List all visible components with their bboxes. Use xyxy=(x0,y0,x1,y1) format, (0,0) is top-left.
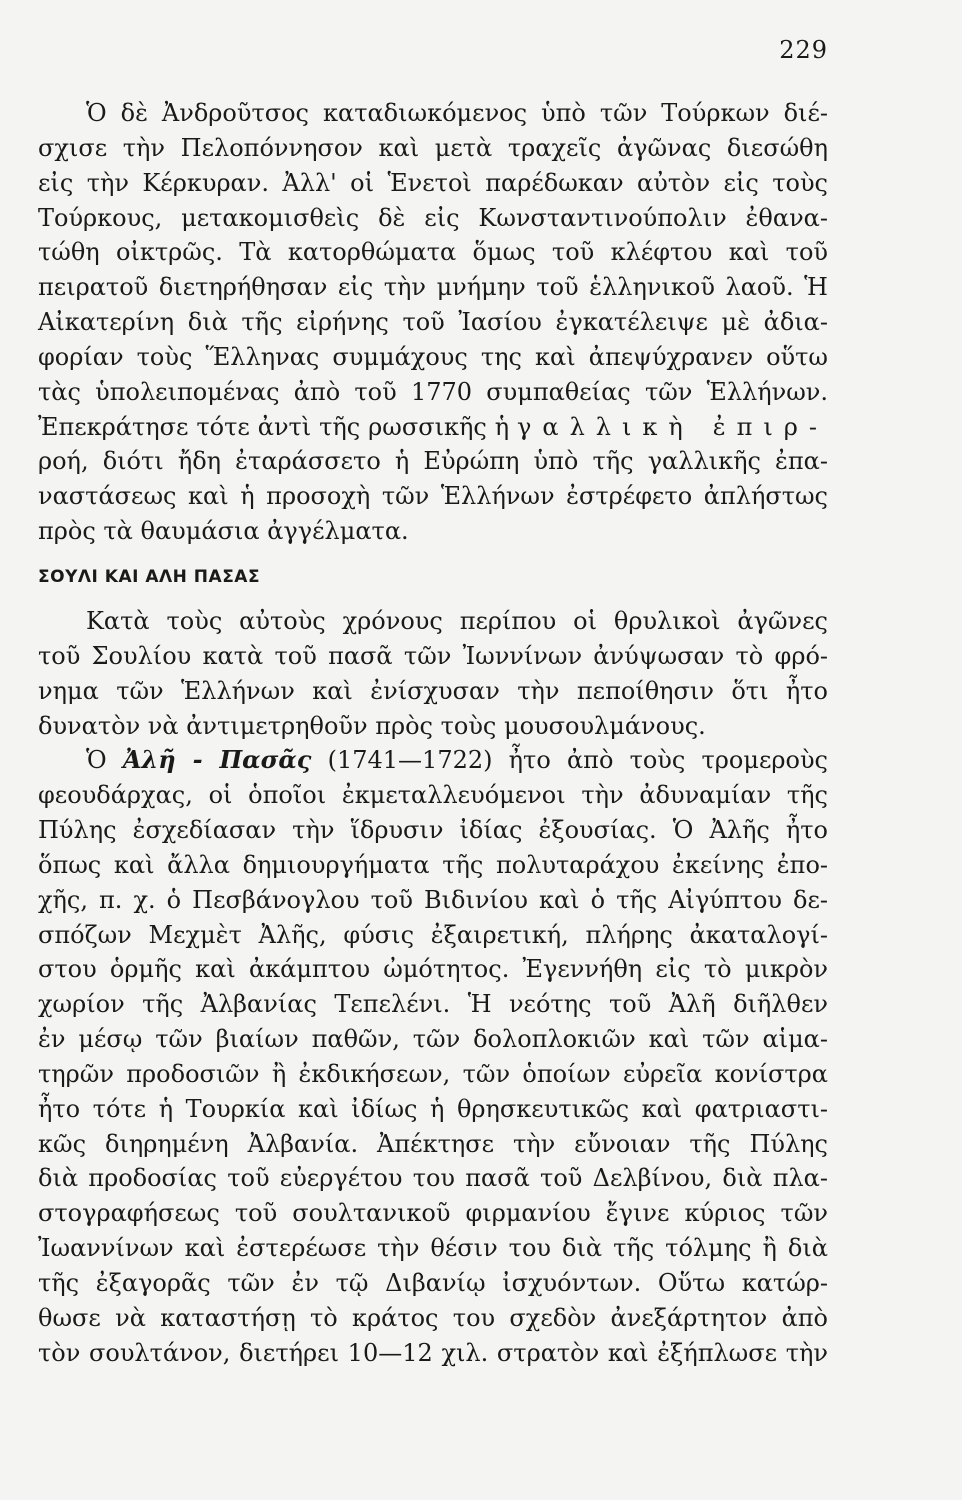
text-block xyxy=(38,96,828,1371)
text-line: δυνατὸν νὰ ἀντιμετρηθοῦν πρὸς τοὺς μουσουλμάνους. xyxy=(38,711,706,740)
text-line: πρὸς τὰ θαυμάσια ἀγγέλματα. xyxy=(38,517,409,546)
text-line: τηρῶν προδοσιῶν ἢ ἐκδικήσεων, τῶν ὁποίων εὐρεῖα κονίστρα xyxy=(38,1059,828,1088)
text-line: Κατὰ τοὺς αὐτοὺς χρόνους περίπου οἱ θρυλικοὶ ἀγῶνες xyxy=(86,606,828,635)
paragraph-3 xyxy=(38,743,828,1370)
text-line: τὸν σουλτάνον, διετήρει 10—12 χιλ. στρατὸν καὶ ἐξήπλωσε τὴν xyxy=(38,1338,828,1367)
text-line: στου ὁρμῆς καὶ ἀκάμπτου ὠμότητος. Ἐγεννήθη εἰς τὸ μικρὸν xyxy=(38,955,828,984)
text-line: διὰ προδοσίας τοῦ εὐεργέτου του πασᾶ τοῦ Δελβίνου, διὰ πλα- xyxy=(38,1164,828,1193)
text-line: ἐν μέσῳ τῶν βιαίων παθῶν, τῶν δολοπλοκιῶν καὶ τῶν αἱμα- xyxy=(38,1025,828,1054)
name-emphasis: Ἀλῆ - Πασᾶς xyxy=(122,745,312,775)
text-line xyxy=(38,743,828,778)
text-line: τώθη οἰκτρῶς. Τὰ κατορθώματα ὅμως τοῦ κλέφτου καὶ τοῦ xyxy=(38,238,828,267)
text-segment: Ὁ xyxy=(86,746,107,775)
text-line: ναστάσεως καὶ ἡ προσοχὴ τῶν Ἑλλήνων ἐστρέφετο ἀπλήστως xyxy=(38,482,828,511)
section-heading: ΣΟΥΛΙ ΚΑΙ ΑΛΗ ΠΑΣΑΣ xyxy=(38,566,261,587)
text-line: χῆς, π. χ. ὁ Πεσβάνογλου τοῦ Βιδινίου καὶ ὁ τῆς Αἰγύπτου δε- xyxy=(38,885,828,914)
text-line: νημα τῶν Ἑλλήνων καὶ ἐνίσχυσαν τὴν πεποίθησιν ὅτι ἦτο xyxy=(38,676,828,705)
text-line: θωσε νὰ καταστήσῃ τὸ κράτος του σχεδὸν ἀνεξάρτητον ἀπὸ xyxy=(38,1303,828,1332)
text-line: Αἰκατερίνη διὰ τῆς εἰρήνης τοῦ Ἰασίου ἐγκατέλειψε μὲ ἀδια- xyxy=(38,308,828,337)
text-line: τοῦ Σουλίου κατὰ τοῦ πασᾶ τῶν Ἰωννίνων ἀνύψωσαν τὸ φρό- xyxy=(38,641,828,670)
text-line: χωρίον τῆς Ἀλβανίας Τεπελένι. Ἡ νεότης τοῦ Ἀλῆ διῆλθεν xyxy=(38,990,828,1019)
text-line xyxy=(38,410,828,445)
text-line: εἰς τὴν Κέρκυραν. Ἀλλ' οἱ Ἑνετοὶ παρέδωκαν αὐτὸν εἰς τοὺς xyxy=(38,168,828,197)
text-segment: Ἐπεκράτησε τότε ἀντὶ τῆς ρωσσικῆς ἡ xyxy=(38,412,510,441)
text-line: σπόζων Μεχμὲτ Ἀλῆς, φύσις ἐξαιρετική, πλήρης ἀκαταλογί- xyxy=(38,920,828,949)
spaced-emphasis: γαλλικὴ ἐπιρ- xyxy=(517,412,829,441)
text-line: Ὁ δὲ Ἀνδροῦτσος καταδιωκόμενος ὑπὸ τῶν Τούρκων διέ- xyxy=(86,99,828,127)
text-line: Πύλης ἐσχεδίασαν τὴν ἵδρυσιν ἰδίας ἐξουσίας. Ὁ Ἀλῆς ἦτο xyxy=(38,816,828,845)
text-line: τῆς ἐξαγορᾶς τῶν ἐν τῷ Διβανίῳ ἰσχυόντων. Οὕτω κατώρ- xyxy=(38,1269,828,1297)
text-line: ὅπως καὶ ἄλλα δημιουργήματα τῆς πολυταράχου ἐκείνης ἐπο- xyxy=(38,850,828,879)
text-line: πειρατοῦ διετηρήθησαν εἰς τὴν μνήμην τοῦ ἑλληνικοῦ λαοῦ. Ἡ xyxy=(38,273,828,302)
page-number: 229 xyxy=(779,36,828,64)
text-line: σχισε τὴν Πελοπόννησον καὶ μετὰ τραχεῖς ἀγῶνας διεσώθη xyxy=(38,133,828,162)
text-line: Ἰωαννίνων καὶ ἐστερέωσε τὴν θέσιν του διὰ τῆς τόλμης ἢ διὰ xyxy=(38,1234,828,1263)
paragraph-1 xyxy=(38,96,828,549)
text-line: ἦτο τότε ἡ Τουρκία καὶ ἰδίως ἡ θρησκευτικῶς καὶ φατριαστι- xyxy=(38,1094,828,1123)
text-line: φεουδάρχας, οἱ ὁποῖοι ἐκμεταλλευόμενοι τὴν ἀδυναμίαν τῆς xyxy=(38,781,828,810)
text-line: Τούρκους, μετακομισθεὶς δὲ εἰς Κωνσταντινούπολιν ἐθανα- xyxy=(38,203,828,232)
text-line: τὰς ὑπολειπομένας ἀπὸ τοῦ 1770 συμπαθείας τῶν Ἑλλήνων. xyxy=(38,377,828,406)
text-line: ροή, διότι ἤδη ἐταράσσετο ἡ Εὐρώπη ὑπὸ τῆς γαλλικῆς ἐπα- xyxy=(38,447,828,476)
text-line: κῶς διηρημένη Ἀλβανία. Ἀπέκτησε τὴν εὔνοιαν τῆς Πύλης xyxy=(38,1129,828,1158)
text-line: στογραφήσεως τοῦ σουλτανικοῦ φιρμανίου ἔγινε κύριος τῶν xyxy=(38,1199,828,1228)
paragraph-2 xyxy=(38,604,828,743)
text-line: φορίαν τοὺς Ἕλληνας συμμάχους της καὶ ἀπεψύχρανεν οὕτω xyxy=(38,342,828,371)
text-segment: (1741—1722) ἦτο ἀπὸ τοὺς τρομεροὺς xyxy=(327,746,828,775)
